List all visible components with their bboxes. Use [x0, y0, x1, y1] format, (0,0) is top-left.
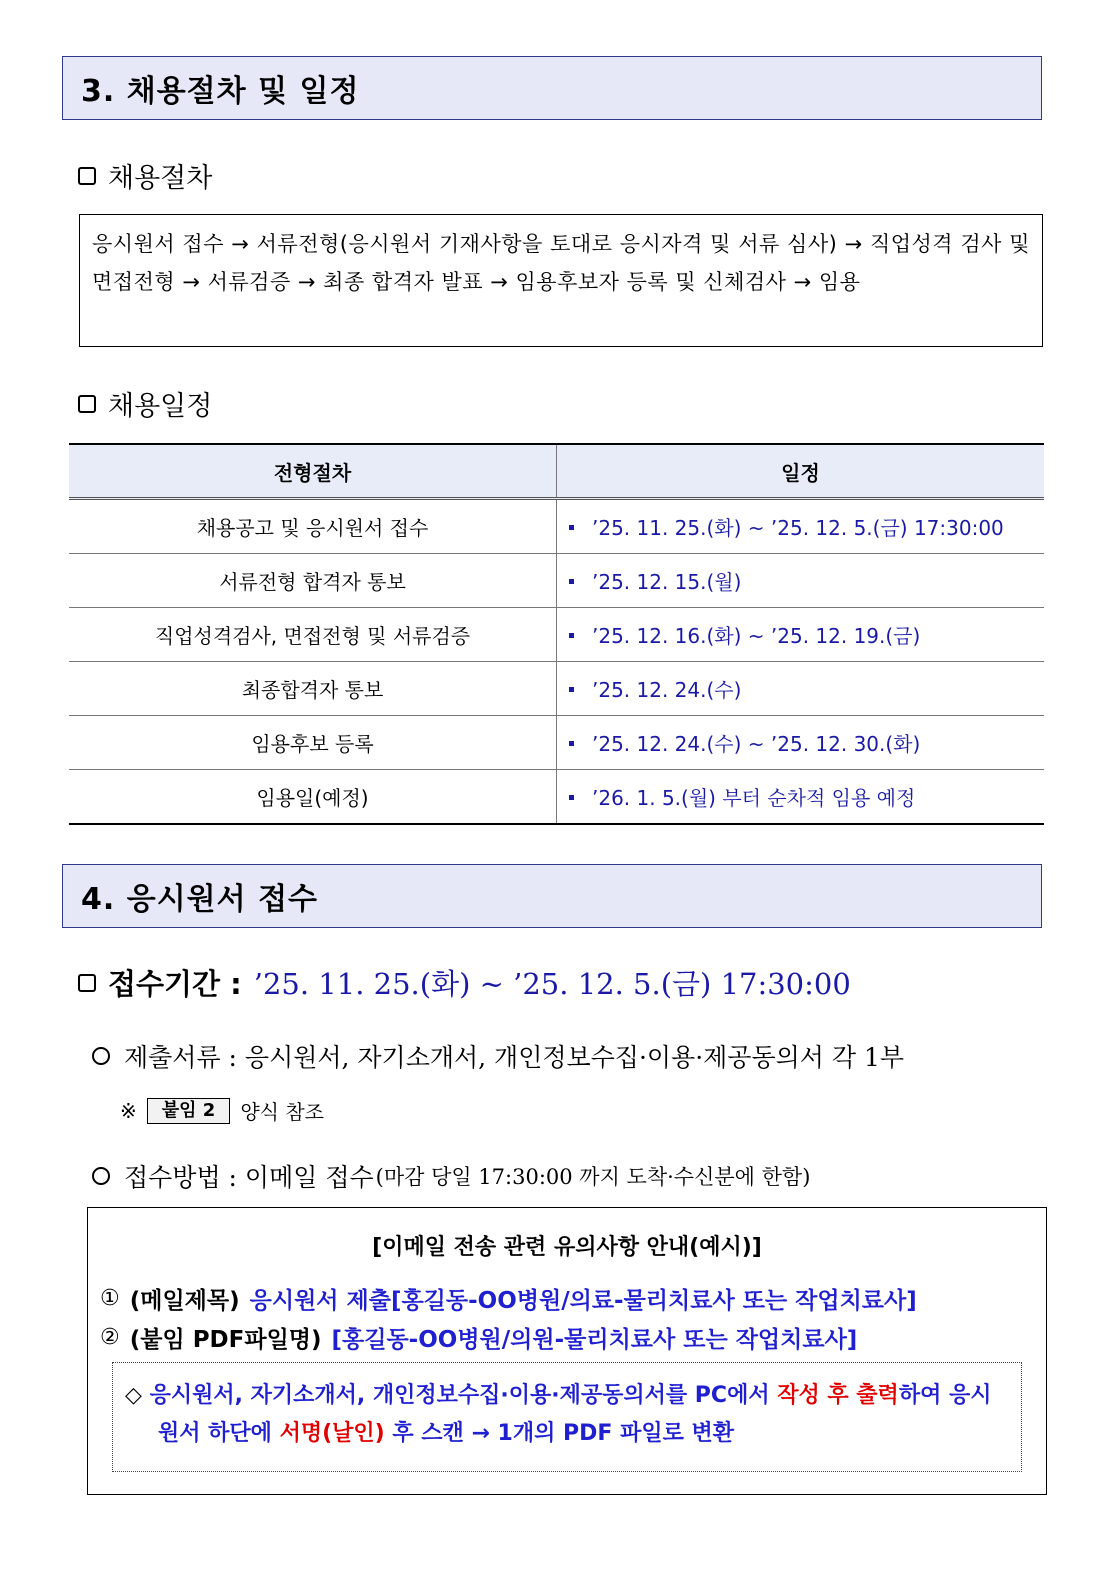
note-mark: ※	[120, 1098, 137, 1123]
date-cell	[557, 716, 1045, 770]
date-cell	[557, 554, 1045, 608]
circle-bullet-icon	[92, 1047, 110, 1065]
instruction-highlight: 서명(날인)	[279, 1421, 385, 1446]
procedure-text: 응시원서 접수 → 서류전형(응시원서 기재사항을 토대로 응시자격 및 서류 심사) → 직업성격 검사 및 면접전형 → 서류검증 → 최종 합격자 발표 → 임용후보자 등록 및 신체검사 → 임용	[92, 232, 1030, 294]
email-subject-row	[100, 1282, 917, 1315]
period-value: ’25. 11. 25.(화) ~ ’25. 12. 5.(금) 17:30:00	[253, 967, 851, 1001]
schedule-table	[69, 443, 1044, 825]
bullet-icon	[569, 525, 574, 530]
col-header-date: 일정	[557, 444, 1045, 499]
attachment-note	[120, 1096, 324, 1125]
date-text: ’25. 12. 24.(수) ~ ’25. 12. 30.(화)	[592, 732, 921, 756]
instruction-line-1	[125, 1377, 1009, 1415]
checkbox-square-icon	[78, 395, 96, 413]
row-number: ①	[100, 1286, 120, 1311]
section-3-title: 3. 채용절차 및 일정	[62, 56, 1042, 120]
step-cell: 직업성격검사, 면접전형 및 서류검증	[69, 608, 557, 662]
row-label: (메일제목)	[129, 1288, 240, 1314]
row-value: [홍길동-OO병원/의원-물리치료사 또는 작업치료사]	[331, 1327, 858, 1353]
table-row	[69, 716, 1044, 770]
schedule-heading	[78, 384, 212, 423]
table-row	[69, 608, 1044, 662]
diamond-icon: ◇	[125, 1383, 142, 1408]
step-cell: 채용공고 및 응시원서 접수	[69, 499, 557, 554]
pdf-filename-row	[100, 1321, 857, 1354]
table-row	[69, 499, 1044, 554]
checkbox-square-icon	[78, 167, 96, 185]
row-value: 응시원서 제출[홍길동-OO병원/의료-물리치료사 또는 작업치료사]	[249, 1288, 917, 1314]
step-cell: 임용일(예정)	[69, 770, 557, 825]
method-sub: (마감 당일 17:30:00 까지 도착·수신분에 한함)	[375, 1165, 811, 1189]
date-text: ’25. 12. 16.(화) ~ ’25. 12. 19.(금)	[592, 624, 921, 648]
date-cell	[557, 770, 1045, 825]
attachment-tag: 붙임 2	[147, 1098, 231, 1124]
instruction-box	[112, 1362, 1022, 1472]
documents-item	[92, 1038, 904, 1074]
bullet-icon	[569, 795, 574, 800]
date-text: ’25. 12. 15.(월)	[592, 570, 742, 594]
step-cell: 서류전형 합격자 통보	[69, 554, 557, 608]
step-cell: 최종합격자 통보	[69, 662, 557, 716]
method-item	[92, 1158, 810, 1194]
circle-bullet-icon	[92, 1167, 110, 1185]
step-cell: 임용후보 등록	[69, 716, 557, 770]
period-label: 접수기간 :	[108, 967, 242, 1001]
table-row	[69, 662, 1044, 716]
procedure-box	[79, 214, 1043, 347]
checkbox-square-icon	[78, 974, 96, 992]
bullet-icon	[569, 741, 574, 746]
email-guide-title: [이메일 전송 관련 유의사항 안내(예시)]	[372, 1235, 762, 1260]
procedure-heading-label: 채용절차	[108, 163, 213, 194]
date-cell	[557, 499, 1045, 554]
row-number: ②	[100, 1325, 120, 1350]
table-row	[69, 770, 1044, 825]
date-cell	[557, 608, 1045, 662]
date-text: ’25. 12. 24.(수)	[592, 678, 742, 702]
instruction-line-2	[125, 1415, 1009, 1453]
instruction-text: 하여 응시	[898, 1383, 992, 1408]
date-text: ’25. 11. 25.(화) ~ ’25. 12. 5.(금) 17:30:00	[592, 516, 1004, 540]
section-4-title: 4. 응시원서 접수	[62, 864, 1042, 928]
col-header-step: 전형절차	[69, 444, 557, 499]
procedure-heading	[78, 156, 212, 195]
documents-text: 제출서류 : 응시원서, 자기소개서, 개인정보수집·이용·제공동의서 각 1부	[124, 1043, 904, 1072]
table-row	[69, 554, 1044, 608]
instruction-text: 원서 하단에	[158, 1421, 280, 1446]
instruction-text: 응시원서, 자기소개서, 개인정보수집·이용·제공동의서를 PC에서	[149, 1383, 778, 1408]
application-period	[78, 962, 851, 1003]
row-label: (붙임 PDF파일명)	[129, 1327, 322, 1353]
date-text: ’26. 1. 5.(월) 부터 순차적 임용 예정	[592, 786, 916, 810]
bullet-icon	[569, 687, 574, 692]
schedule-heading-label: 채용일정	[108, 391, 213, 422]
email-guide-box	[87, 1207, 1047, 1495]
bullet-icon	[569, 579, 574, 584]
bullet-icon	[569, 633, 574, 638]
table-header-row	[69, 444, 1044, 499]
instruction-text: 후 스캔 → 1개의 PDF 파일로 변환	[384, 1421, 735, 1446]
instruction-highlight: 작성 후 출력	[777, 1383, 899, 1408]
note-text: 양식 참조	[240, 1100, 324, 1124]
method-main: 접수방법 : 이메일 접수	[124, 1163, 374, 1192]
date-cell	[557, 662, 1045, 716]
